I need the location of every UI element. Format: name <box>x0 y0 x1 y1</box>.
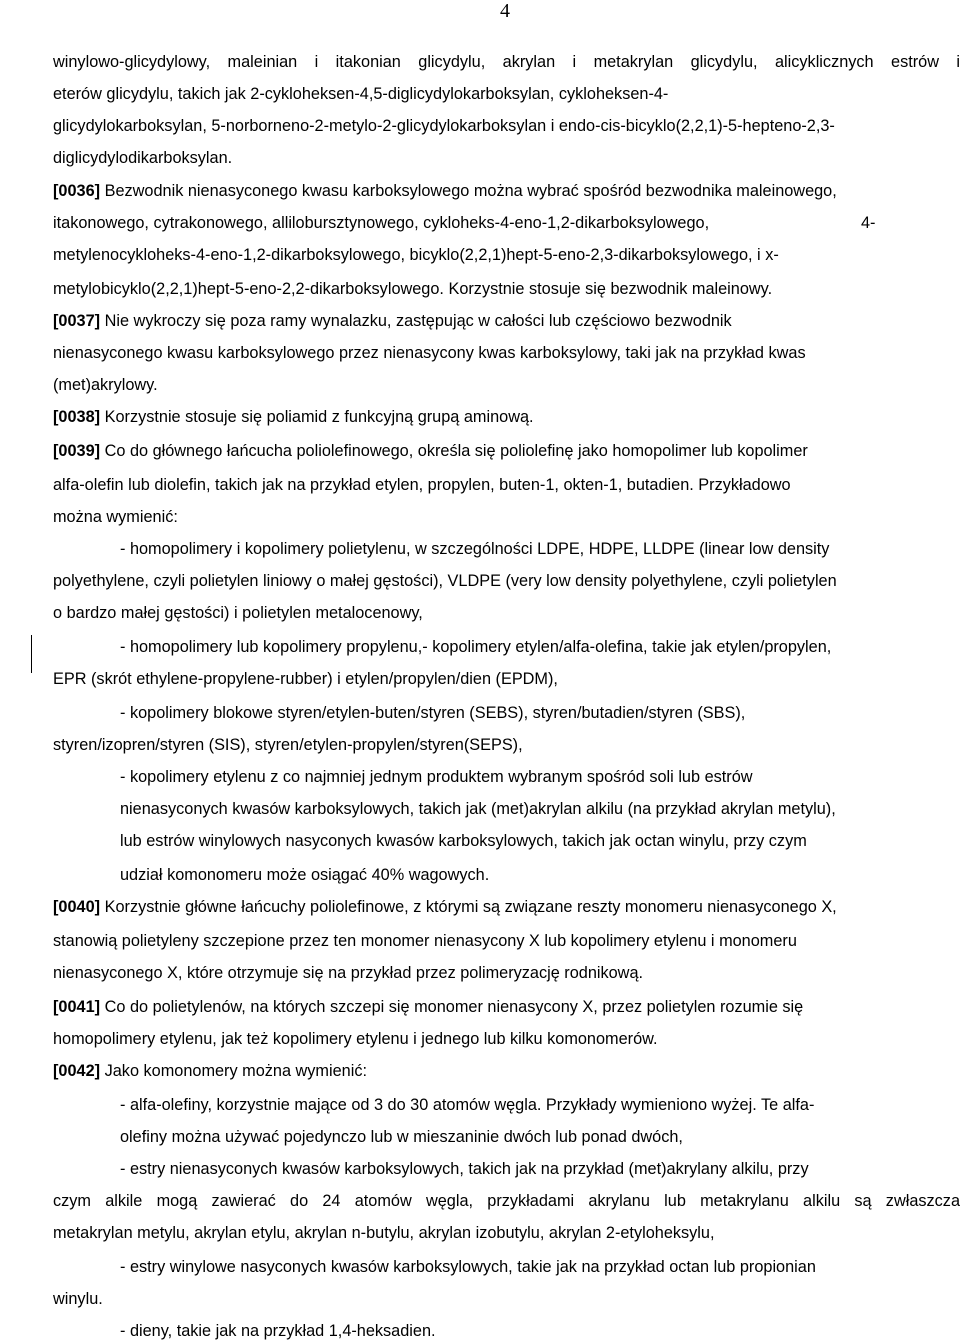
paragraph-tag: [0042] <box>53 1062 101 1080</box>
text-line: metylenocykloheks-4-eno-1,2-dikarboksylowego, bicyklo(2,2,1)hept-5-eno-2,3-dikarboksylowego, i x- <box>53 246 779 264</box>
text-span: Korzystnie główne łańcuchy poliolefinowe, z którymi są związane reszty monomeru nienasyconego X, <box>100 898 837 916</box>
text-line: (met)akrylowy. <box>53 376 158 394</box>
page-number: 4 <box>500 0 510 22</box>
revision-change-bar <box>31 635 32 673</box>
text-span: Bezwodnik nienasyconego kwasu karboksylowego można wybrać spośród bezwodnika maleinowego, <box>100 182 837 200</box>
text-line: można wymienić: <box>53 508 178 526</box>
list-item: - homopolimery lub kopolimery propylenu,- kopolimery etylen/alfa-olefina, takie jak etylen/propylen, <box>120 638 832 656</box>
list-item-continuation: nienasyconych kwasów karboksylowych, takich jak (met)akrylan alkilu (na przykład akrylan metylu), <box>120 800 836 818</box>
paragraph-0042-line <box>53 1061 367 1081</box>
text-line: winylowo-glicydylowy, maleinian i itakonian glicydylu, akrylan i metakrylan glicydylu, alicyklicznych estrów i <box>53 53 960 71</box>
list-item-continuation: udział komonomeru może osiągać 40% wagowych. <box>120 866 490 884</box>
text-line: czym alkile mogą zawierać do 24 atomów węgla, przykładami akrylanu lub metakrylanu alkilu są zwłaszcza <box>53 1192 960 1210</box>
text-line: homopolimery etylenu, jak też kopolimery etylenu i jednego lub kilku komonomerów. <box>53 1030 658 1048</box>
list-item: - homopolimery i kopolimery polietylenu, w szczególności LDPE, HDPE, LLDPE (linear low density <box>120 540 830 558</box>
paragraph-tag: [0036] <box>53 182 101 200</box>
paragraph-tag: [0037] <box>53 312 101 330</box>
text-line: metylobicyklo(2,2,1)hept-5-eno-2,2-dikarboksylowego. Korzystnie stosuje się bezwodnik maleinowy. <box>53 280 773 298</box>
text-line: o bardzo małej gęstości) i polietylen metalocenowy, <box>53 604 423 622</box>
paragraph-tag: [0038] <box>53 408 101 426</box>
paragraph-0040-line <box>53 897 837 917</box>
text-line: nienasyconego X, które otrzymuje się na przykład przez polimeryzację rodnikową. <box>53 964 644 982</box>
text-line: EPR (skrót ethylene-propylene-rubber) i etylen/propylen/dien (EPDM), <box>53 670 558 688</box>
text-line: diglicydylodikarboksylan. <box>53 149 233 167</box>
list-item: - estry nienasyconych kwasów karboksylowych, takich jak na przykład (met)akrylany alkilu, przy <box>120 1160 809 1178</box>
text-line: alfa-olefin lub diolefin, takich jak na przykład etylen, propylen, buten-1, okten-1, butadien. Przykładowo <box>53 476 791 494</box>
text-span: Korzystnie stosuje się poliamid z funkcyjną grupą aminową. <box>100 408 534 426</box>
paragraph-0038-line <box>53 407 534 427</box>
text-line: metakrylan metylu, akrylan etylu, akrylan n-butylu, akrylan izobutylu, akrylan 2-etyloheksylu, <box>53 1224 715 1242</box>
text-line: eterów glicydylu, takich jak 2-cykloheksen-4,5-diglicydylokarboksylan, cykloheksen-4- <box>53 85 669 103</box>
paragraph-0036-line <box>53 181 837 201</box>
text-fragment: 4- <box>861 214 876 232</box>
list-item: - dieny, takie jak na przykład 1,4-heksadien. <box>120 1322 436 1340</box>
paragraph-0039-line <box>53 441 808 461</box>
text-line: polyethylene, czyli polietylen liniowy o małej gęstości), VLDPE (very low density polyethylene, czyli polietylen <box>53 572 837 590</box>
text-line: stanowią polietyleny szczepione przez ten monomer nienasycony X lub kopolimery etylenu i monomeru <box>53 932 797 950</box>
text-span: Co do polietylenów, na których szczepi się monomer nienasycony X, przez polietylen rozumie się <box>100 998 804 1016</box>
paragraph-tag: [0039] <box>53 442 101 460</box>
text-line: itakonowego, cytrakonowego, allilobursztynowego, cykloheks-4-eno-1,2-dikarboksylowego, <box>53 214 710 232</box>
list-item: - estry winylowe nasyconych kwasów karboksylowych, takie jak na przykład octan lub propionian <box>120 1258 816 1276</box>
text-span: Co do głównego łańcucha poliolefinowego, określa się poliolefinę jako homopolimer lub kopolimer <box>100 442 808 460</box>
text-line: nienasyconego kwasu karboksylowego przez nienasycony kwas karboksylowy, taki jak na przykład kwas <box>53 344 806 362</box>
list-item-continuation: olefiny można używać pojedynczo lub w mieszaninie dwóch lub ponad dwóch, <box>120 1128 683 1146</box>
paragraph-tag: [0041] <box>53 998 101 1016</box>
text-span: Jako komonomery można wymienić: <box>100 1062 368 1080</box>
list-item: - kopolimery etylenu z co najmniej jednym produktem wybranym spośród soli lub estrów <box>120 768 753 786</box>
paragraph-tag: [0040] <box>53 898 101 916</box>
paragraph-0041-line <box>53 997 803 1017</box>
list-item: - kopolimery blokowe styren/etylen-buten/styren (SEBS), styren/butadien/styren (SBS), <box>120 704 746 722</box>
text-span: Nie wykroczy się poza ramy wynalazku, zastępując w całości lub częściowo bezwodnik <box>100 312 732 330</box>
text-line: styren/izopren/styren (SIS), styren/etylen-propylen/styren(SEPS), <box>53 736 523 754</box>
list-item-continuation: lub estrów winylowych nasyconych kwasów karboksylowych, takich jak octan winylu, przy czym <box>120 832 807 850</box>
list-item: - alfa-olefiny, korzystnie mające od 3 do 30 atomów węgla. Przykłady wymieniono wyżej. Te alfa- <box>120 1096 815 1114</box>
text-line: glicydylokarboksylan, 5-norborneno-2-metylo-2-glicydylokarboksylan i endo-cis-bicyklo(2,2,1)-5-hepteno-2,3- <box>53 117 835 135</box>
text-line: winylu. <box>53 1290 103 1308</box>
paragraph-0037-line <box>53 311 732 331</box>
